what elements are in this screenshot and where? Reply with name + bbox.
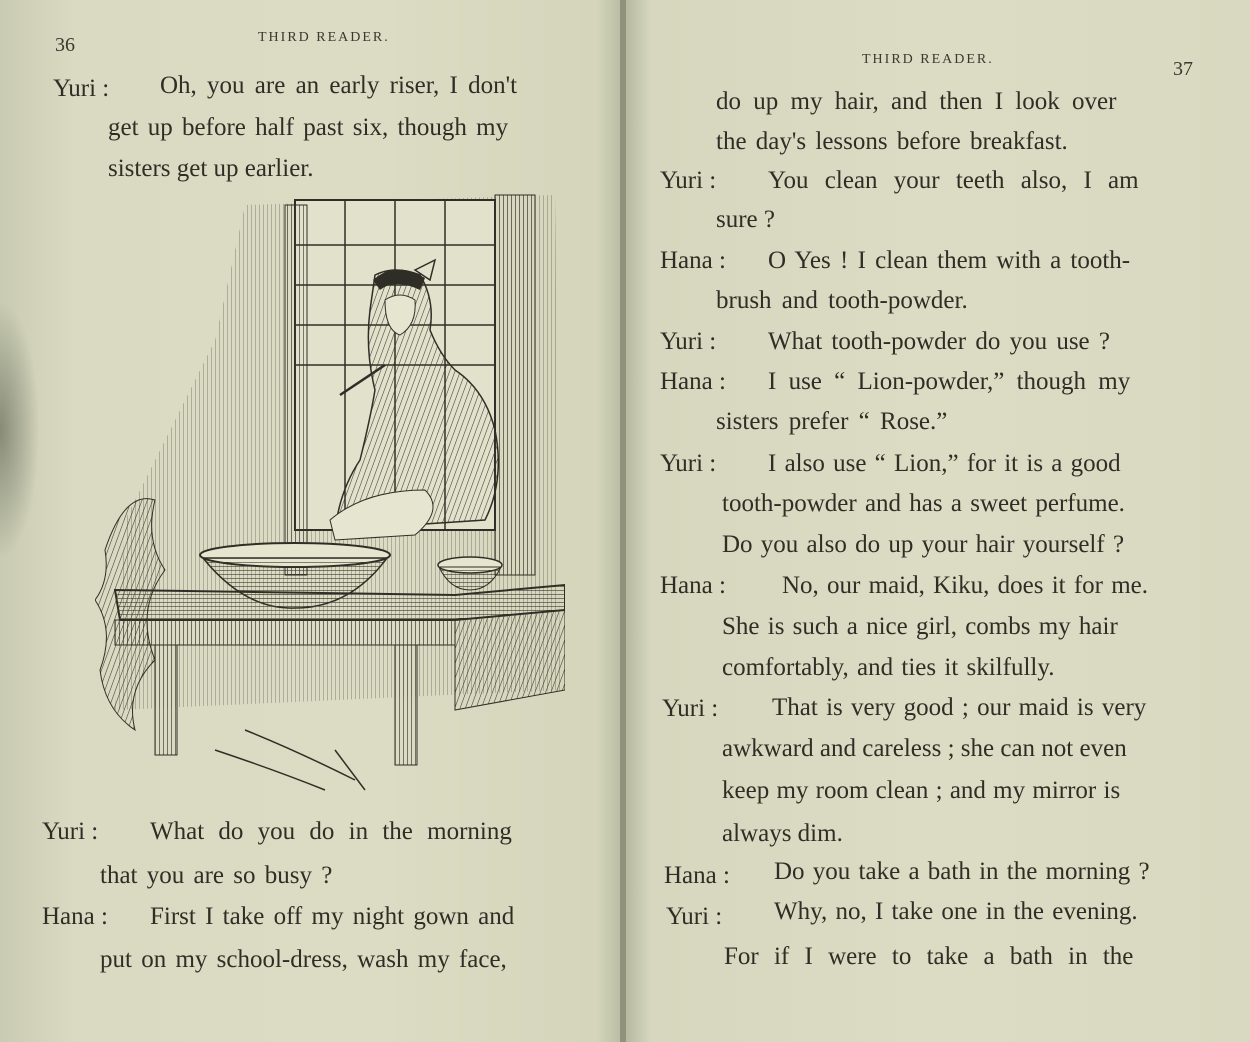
speaker-label: Hana : <box>42 903 108 930</box>
dialogue-line: that you are so busy ? <box>100 862 333 889</box>
dialogue-line: sure ? <box>716 206 775 233</box>
dialogue-line: keep my room clean ; and my mirror is <box>722 777 1121 804</box>
speaker-label: Hana : <box>664 862 730 889</box>
speaker-label: Yuri : <box>660 167 717 194</box>
speaker-label: Hana : <box>660 572 726 599</box>
dialogue-line: What tooth-powder do you use ? <box>768 328 1111 355</box>
running-header: THIRD READER. <box>862 52 994 67</box>
speaker-label: Hana : <box>660 368 726 395</box>
speaker-label: Yuri : <box>660 450 717 477</box>
dialogue-line: brush and tooth-powder. <box>716 287 968 314</box>
page-shadow <box>0 300 40 560</box>
dialogue-line: That is very good ; our maid is very <box>772 694 1147 721</box>
speaker-label: Yuri : <box>42 818 99 845</box>
dialogue-line: For if I were to take a bath in the <box>724 943 1134 970</box>
speaker-label: Yuri : <box>662 695 719 722</box>
dialogue-line: Why, no, I take one in the evening. <box>774 898 1138 925</box>
dialogue-line: sisters get up earlier. <box>108 155 314 182</box>
speaker-label: Yuri : <box>53 75 110 102</box>
dialogue-line: always dim. <box>722 820 843 847</box>
right-page <box>626 0 1250 1042</box>
dialogue-line: Oh, you are an early riser, I don't <box>160 72 518 99</box>
engraving-illustration <box>95 190 565 800</box>
page-number: 36 <box>55 34 75 56</box>
speaker-label: Yuri : <box>666 903 723 930</box>
dialogue-line: Do you also do up your hair yourself ? <box>722 531 1125 558</box>
dialogue-line: awkward and careless ; she can not even <box>722 735 1127 762</box>
dialogue-line: You clean your teeth also, I am <box>768 167 1139 194</box>
dialogue-line: No, our maid, Kiku, does it for me. <box>782 572 1149 599</box>
speaker-label: Yuri : <box>660 328 717 355</box>
page-number: 37 <box>1173 58 1193 80</box>
dialogue-line: sisters prefer “ Rose.” <box>716 408 948 435</box>
dialogue-line: She is such a nice girl, combs my hair <box>722 613 1118 640</box>
left-page <box>0 0 622 1042</box>
speaker-label: Hana : <box>660 247 726 274</box>
dialogue-line: O Yes ! I clean them with a tooth- <box>768 247 1131 274</box>
dialogue-line: do up my hair, and then I look over <box>716 88 1117 115</box>
dialogue-line: Do you take a bath in the morning ? <box>774 858 1150 885</box>
dialogue-line: What do you do in the morning <box>150 818 512 845</box>
dialogue-line: I use “ Lion-powder,” though my <box>768 368 1131 395</box>
dialogue-line: I also use “ Lion,” for it is a good <box>768 450 1121 477</box>
dialogue-line: tooth-powder and has a sweet perfume. <box>722 490 1125 517</box>
dialogue-line: First I take off my night gown and <box>150 903 515 930</box>
dialogue-line: the day's lessons before breakfast. <box>716 128 1068 155</box>
running-header: THIRD READER. <box>258 30 390 45</box>
dialogue-line: put on my school-dress, wash my face, <box>100 946 507 973</box>
dialogue-line: comfortably, and ties it skilfully. <box>722 654 1055 681</box>
dialogue-line: get up before half past six, though my <box>108 114 509 141</box>
